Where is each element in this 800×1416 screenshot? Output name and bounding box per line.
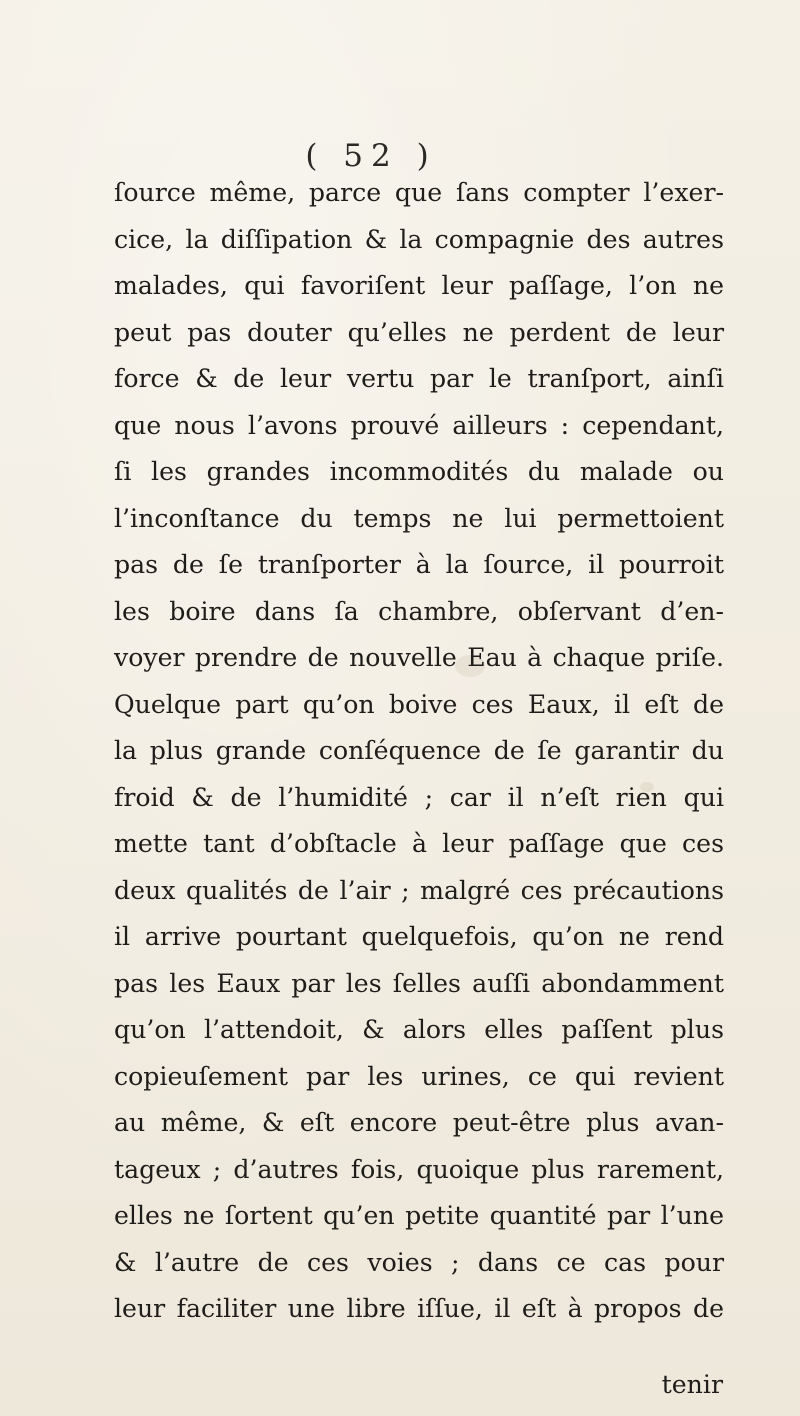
text-line: ſi les grandes incommodités du malade ou xyxy=(114,457,724,486)
text-line: deux qualités de l’air ; malgré ces précautions xyxy=(114,875,724,905)
body-text xyxy=(114,170,724,1333)
text-line: il arrive pourtant quelquefois, qu’on ne rend xyxy=(114,922,724,951)
text-line: pas de ſe tranſporter à la ſource, il pourroit xyxy=(114,550,724,579)
text-line: elles ne ſortent qu’en petite quantité par l’une xyxy=(114,1201,724,1230)
text-line: peut pas douter qu’elles ne perdent de leur xyxy=(114,317,724,347)
text-line: tageux ; d’autres fois, quoique plus rarement, xyxy=(114,1154,724,1184)
text-line: ſource même, parce que ſans compter l’exer- xyxy=(114,178,724,207)
text-line: Quelque part qu’on boive ces Eaux, il eſt de xyxy=(114,689,724,719)
text-line: cice, la diſſipation & la compagnie des autres xyxy=(114,224,724,254)
text-line: la plus grande conſéquence de ſe garantir du xyxy=(114,736,724,765)
text-line: force & de leur vertu par le tranſport, ainſi xyxy=(114,364,724,393)
text-line: qu’on l’attendoit, & alors elles paſſent plus xyxy=(114,1015,724,1044)
text-line: voyer prendre de nouvelle Eau à chaque priſe. xyxy=(114,643,724,672)
text-line: & l’autre de ces voies ; dans ce cas pour xyxy=(114,1247,724,1277)
text-line: au même, & eſt encore peut-être plus avan- xyxy=(114,1108,724,1137)
text-line: copieuſement par les urines, ce qui revient xyxy=(114,1061,724,1091)
page-number: ( 52 ) xyxy=(305,138,437,174)
text-line: mette tant d’obſtacle à leur paſſage que ces xyxy=(114,829,724,858)
catchword: tenir xyxy=(661,1370,723,1399)
text-line: froid & de l’humidité ; car il n’eſt rien qui xyxy=(114,782,724,812)
text-line: l’inconſtance du temps ne lui permettoient xyxy=(114,503,724,533)
text-line: leur faciliter une libre iſſue, il eſt à propos de xyxy=(114,1294,724,1323)
text-line: que nous l’avons prouvé ailleurs : cependant, xyxy=(114,410,724,440)
text-line: pas les Eaux par les ſelles auſſi abondamment xyxy=(114,968,724,998)
text-line: malades, qui favoriſent leur paſſage, l’on ne xyxy=(114,271,724,300)
text-line: les boire dans ſa chambre, obſervant d’en- xyxy=(114,596,724,626)
